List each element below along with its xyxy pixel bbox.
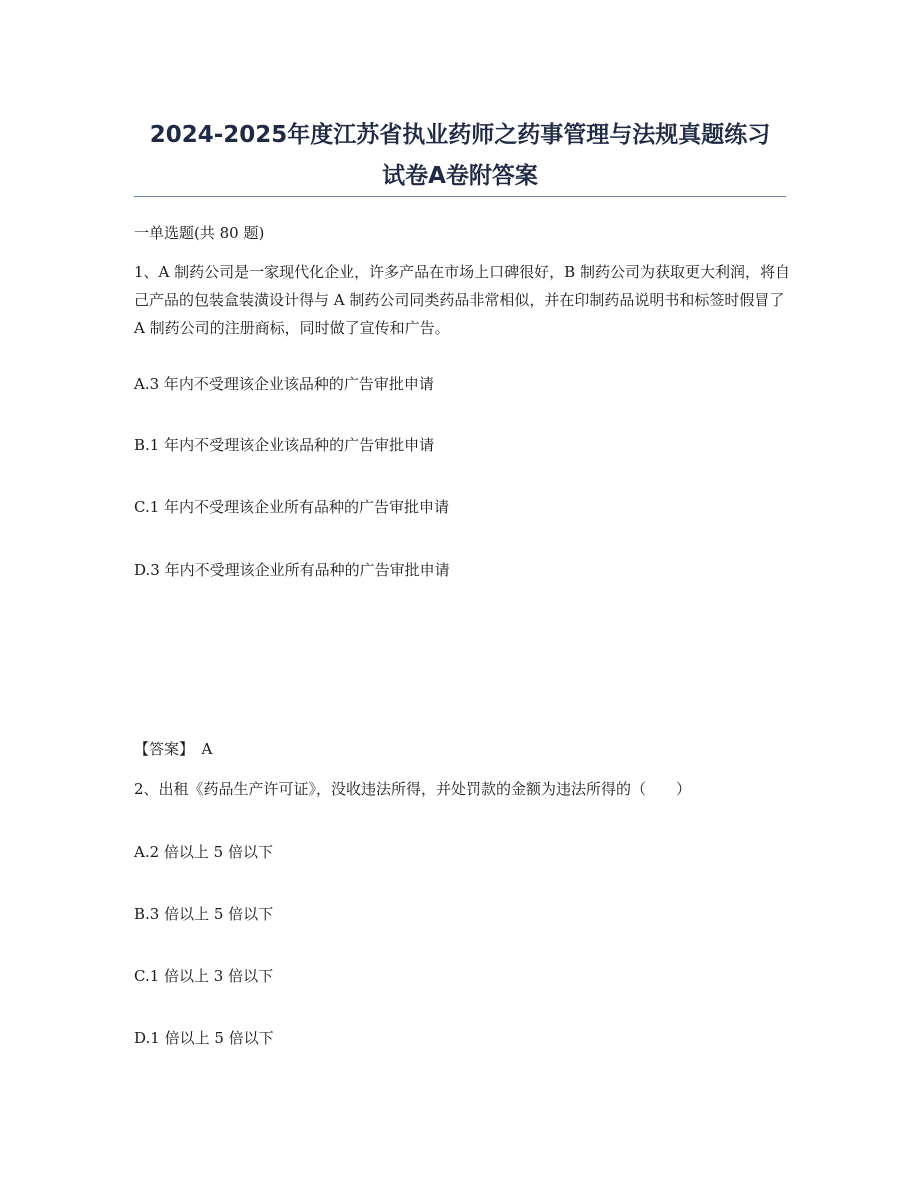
- question-2-option-a: A.2 倍以上 5 倍以下: [134, 843, 273, 861]
- question-1-stem: 1、A 制药公司是一家现代化企业，许多产品在市场上口碑很好，B 制药公司为获取更大利润，将自己产品的包装盒装潢设计得与 A 制药公司同类药品非常相似，并在印制药品说明书和标签时假冒了 A 制药公司的注册商标，同时做了宣传和广告。: [134, 263, 790, 337]
- question-1-option-b: B.1 年内不受理该企业该品种的广告审批申请: [134, 436, 435, 454]
- question-2-stem: 2、出租《药品生产许可证》，没收违法所得，并处罚款的金额为违法所得的（ ）: [134, 780, 692, 798]
- question-2-option-c: C.1 倍以上 3 倍以下: [134, 967, 274, 985]
- question-1-option-a: A.3 年内不受理该企业该品种的广告审批申请: [134, 375, 434, 393]
- document-title-line-2: 试卷A卷附答案: [382, 163, 538, 189]
- question-2-option-b: B.3 倍以上 5 倍以下: [134, 905, 274, 923]
- question-1-option-d: D.3 年内不受理该企业所有品种的广告审批申请: [134, 561, 450, 579]
- question-1-answer: 【答案】 A: [134, 740, 213, 758]
- document-title-line-1: 2024-2025年度江苏省执业药师之药事管理与法规真题练习: [149, 122, 771, 148]
- question-2-option-d: D.1 倍以上 5 倍以下: [134, 1029, 274, 1047]
- title-divider: [134, 196, 786, 197]
- question-1-option-c: C.1 年内不受理该企业所有品种的广告审批申请: [134, 498, 450, 516]
- section-heading: 一单选题(共 80 题): [134, 224, 265, 242]
